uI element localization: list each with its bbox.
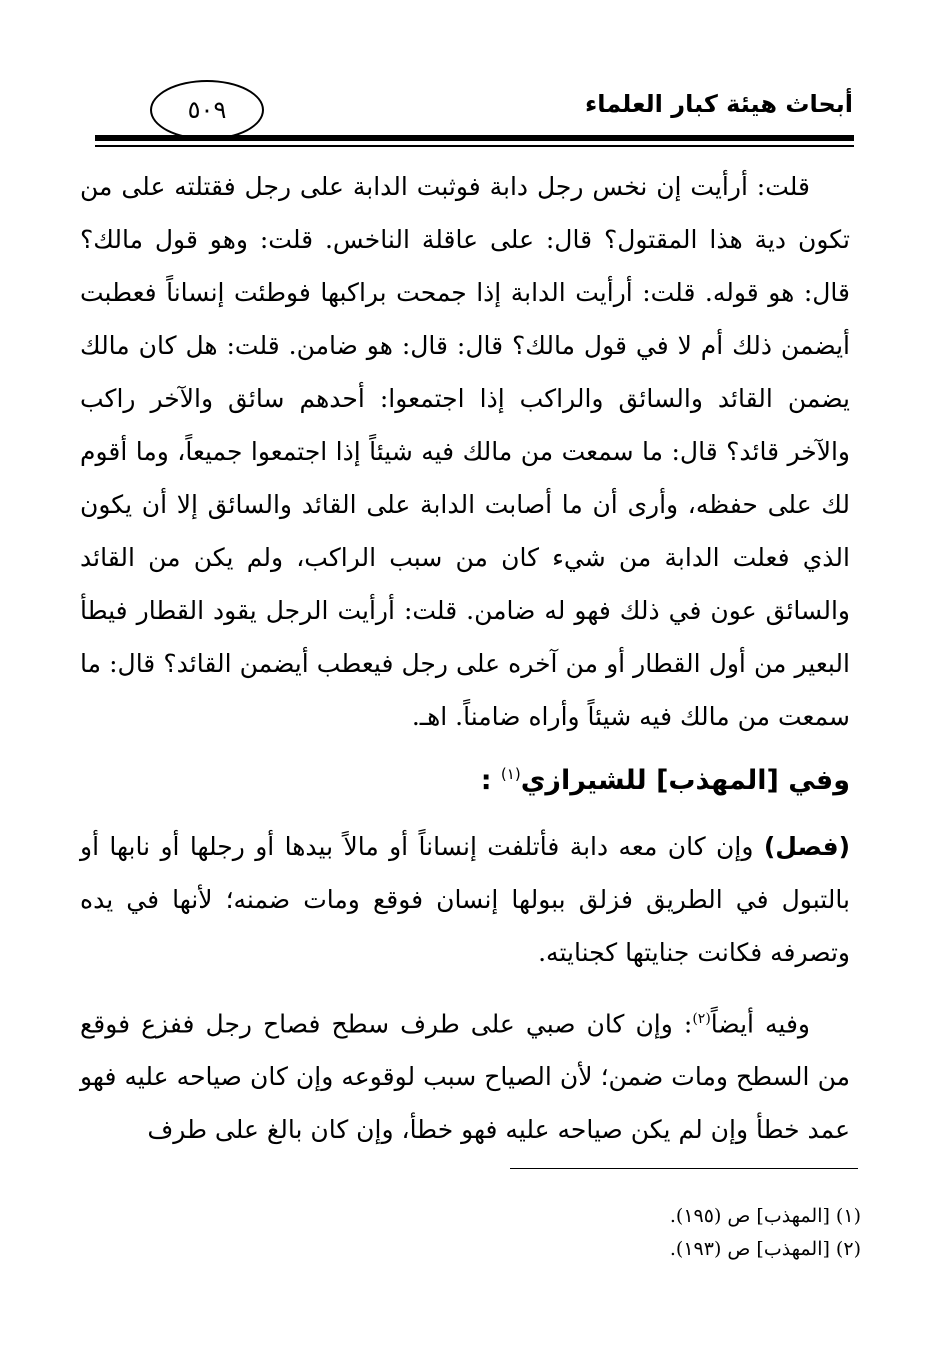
header-rule-thick	[95, 135, 854, 141]
paragraph-2-text: وإن كان معه دابة فأتلفت إنساناً أو مالاً بيدها أو رجلها أو نابها أو بالتبول في الطريق فزلق ببولها إنسان فوقع ومات ضمنه؛ لأنها في يده وتصرفه فكانت جنايتها كجنايته.	[80, 832, 850, 967]
page-number: ٥٠٩	[150, 80, 264, 140]
heading-colon: :	[480, 765, 492, 796]
paragraph-3	[80, 993, 850, 1156]
header-rule-thin	[95, 145, 854, 147]
page-header	[0, 0, 941, 160]
footnote-2: (٢) [المهذب] ص (١٩٣).	[669, 1238, 861, 1260]
footnote-ref-2: (٢)	[692, 1011, 711, 1027]
section-heading	[80, 747, 850, 808]
fasl-label: (فصل)	[763, 832, 850, 861]
paragraph-1: قلت: أرأيت إن نخس رجل دابة فوثبت الدابة على رجل فقتلته على من تكون دية هذا المقتول؟ قال: على عاقلة الناخس. قلت: وهو قول مالك؟ قال: هو قوله. قلت: أرأيت الدابة إذا جمحت براكبها فوطئت إنساناً فعطبت أيضمن ذلك أم لا في قول مالك؟ قال: قال: هو ضامن. قلت: هل كان مالك يضمن القائد والسائق والراكب إذا اجتمعوا: أحدهم سائق والآخر راكب والآخر قائد؟ قال: ما سمعت من مالك فيه شيئاً إذا اجتمعوا جميعاً، وما أقوم لك على حفظه، وأرى أن ما أصابت الدابة على القائد والسائق إلا أن يكون الذي فعلت الدابة من شيء كان من سبب الراكب، ولم يكن من القائد والسائق عون في ذلك فهو له ضامن. قلت: أرأيت الرجل يقود القطار فيطأ البعير من أول القطار أو من آخره على رجل فيعطب أيضمن القائد؟ قال: ما سمعت من مالك فيه شيئاً وأراه ضامناً. اهـ.	[80, 172, 850, 731]
footnotes	[361, 1200, 861, 1266]
footnote-1: (١) [المهذب] ص (١٩٥).	[669, 1205, 861, 1227]
paragraph-3-lead: وفيه أيضاً	[710, 1009, 811, 1039]
paragraph-2	[80, 820, 850, 979]
footnote-separator	[510, 1168, 858, 1169]
footnote-ref-1: (١)	[500, 765, 521, 783]
book-title: أبحاث هيئة كبار العلماء	[584, 90, 853, 118]
main-text	[80, 160, 850, 1156]
heading-text: وفي [المهذب] للشيرازي	[520, 765, 850, 796]
paragraph-3-text: : وإن كان صبي على طرف سطح فصاح رجل ففزع فوقع من السطح ومات ضمن؛ لأن الصياح سبب لوقوعه وإن كان صياحه عليه فهو عمد خطأ وإن لم يكن صياحه عليه فهو خطأ، وإن كان بالغ على طرف	[80, 1009, 850, 1145]
